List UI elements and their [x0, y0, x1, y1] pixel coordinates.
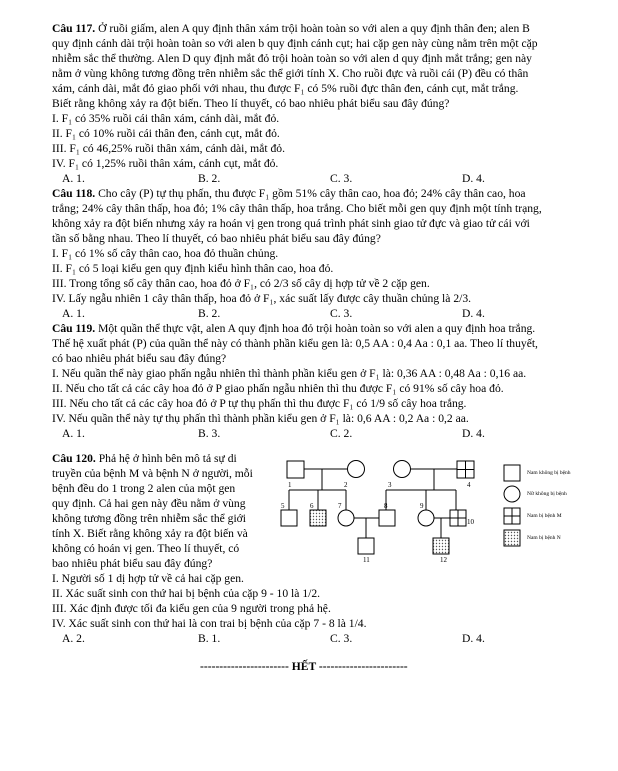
- number-1: 1: [288, 481, 292, 489]
- q120-stmt-2: II. Xác suất sinh con thứ hai bị bệnh của cặp 9 - 10 là 1/2.: [52, 587, 321, 600]
- q119-head: Câu 119.: [52, 322, 96, 335]
- individual-5-male: [281, 510, 297, 526]
- number-10: 10: [467, 518, 474, 526]
- q117-line-6: Biết rằng không xảy ra đột biến. Theo lí thuyết, có bao nhiêu phát biểu sau đây đúng?: [52, 97, 450, 110]
- number-6: 6: [310, 502, 314, 510]
- q118-head: Câu 118.: [52, 187, 96, 200]
- number-3: 3: [388, 481, 392, 489]
- legend-normal-male-symbol: [504, 465, 520, 481]
- number-4: 4: [467, 481, 471, 489]
- q118-option-c: C. 3.: [330, 307, 353, 320]
- q117-stmt-3: III. F₁ có 46,25% ruồi thân xám, cánh dài, mắt đỏ.: [52, 142, 285, 155]
- legend-disease-m-label: Nam bị bệnh M: [527, 513, 562, 519]
- number-7: 7: [338, 502, 342, 510]
- individual-4-male-disease-m: [457, 461, 474, 478]
- q118-option-a: A. 1.: [62, 307, 85, 320]
- legend-disease-n-male-symbol: [504, 530, 520, 546]
- q117-stmt-2: II. F₁ có 10% ruồi cái thân đen, cánh cụt, mắt đỏ.: [52, 127, 280, 140]
- q119-option-c: C. 2.: [330, 427, 353, 440]
- individual-11-male: [358, 538, 374, 554]
- q118-line-1: Câu 118. Cho cây (P) tự thụ phấn, thu được F₁ gồm 51% cây thân cao, hoa đỏ; 24% cây thân cao, hoa: [52, 187, 526, 200]
- q119-stmt-4: IV. Nếu quần thể này tự thụ phấn thì thành phần kiểu gen ở F₁ là: 0,6 AA : 0,2 Aa : 0,2 aa.: [52, 412, 469, 425]
- q120-stmt-3: III. Xác định được tối đa kiểu gen của 9 người trong phả hệ.: [52, 602, 331, 615]
- q120-option-a: A. 2.: [62, 632, 85, 645]
- individual-9-female: [418, 510, 434, 526]
- q120-option-b: B. 1.: [198, 632, 221, 645]
- number-2: 2: [344, 481, 348, 489]
- number-12: 12: [440, 556, 447, 562]
- q119-stmt-3: III. Nếu cho tất cả các cây hoa đỏ ở P tự thụ phấn thì thu được F₁ có 1/9 số cây hoa trắng.: [52, 397, 467, 410]
- legend-normal-female-label: Nữ không bị bệnh: [527, 491, 567, 497]
- q118-stmt-4: IV. Lấy ngẫu nhiên 1 cây thân thấp, hoa đỏ ở F₁, xác suất lấy được cây thuần chủng là 2/3.: [52, 292, 472, 305]
- q118-stmt-2: II. F₁ có 5 loại kiểu gen quy định kiểu hình thân cao, hoa đỏ.: [52, 262, 334, 275]
- pedigree-diagram: [276, 452, 496, 562]
- legend-normal-female-symbol: [504, 486, 520, 502]
- legend-disease-n-label: Nam bị bệnh N: [527, 535, 561, 541]
- q119-stmt-2: II. Nếu cho tất cả các cây hoa đỏ ở P giao phấn ngẫu nhiên thì thu được F₁ có 91% số cây hoa đỏ.: [52, 382, 504, 395]
- q120-line-5: không tương đồng trên nhiễm sắc thể giới: [52, 512, 247, 525]
- individual-10-male-disease-m: [450, 510, 466, 526]
- q118-option-d: D. 4.: [462, 307, 485, 320]
- q117-line-2: quy định cánh dài trội hoàn toàn so với alen b quy định cánh cụt; hai cặp gen này cùng nằm trên một cặp: [52, 37, 538, 50]
- q118-option-b: B. 2.: [198, 307, 221, 320]
- legend-symbols: [501, 462, 525, 552]
- number-5: 5: [281, 502, 285, 510]
- q117-head: Câu 117.: [52, 22, 96, 35]
- number-9: 9: [420, 502, 424, 510]
- q120-line-3: bệnh đều do 1 trong 2 alen của một gen: [52, 482, 236, 495]
- q119-stmt-1: I. Nếu quần thể này giao phấn ngẫu nhiên thì thành phần kiểu gen ở F₁ là: 0,36 AA : 0,48 Aa : 0,16 aa.: [52, 367, 527, 380]
- q119-line-2: Thế hệ xuất phát (P) của quần thể này có thành phần kiểu gen là: 0,5 AA : 0,4 Aa : 0,1 aa. Theo lí thuyết,: [52, 337, 538, 350]
- individual-12-male-disease-n: [433, 538, 449, 554]
- q117-option-b: B. 2.: [198, 172, 221, 185]
- q119-option-d: D. 4.: [462, 427, 485, 440]
- number-11: 11: [363, 556, 370, 562]
- q120-stmt-4: IV. Xác suất sinh con thứ hai là con trai bị bệnh của cặp 7 - 8 là 1/4.: [52, 617, 367, 630]
- end-marker: ----------------------- HẾT -----------------------: [200, 660, 408, 673]
- individual-6-male-disease-n: [310, 510, 326, 526]
- individual-7-female: [338, 510, 354, 526]
- q118-line-3: không xảy ra đột biến nhưng xảy ra hoán vị gen trong quá trình phát sinh giao tử đực và giao tử cái với: [52, 217, 530, 230]
- q120-line-1: Câu 120. Phả hệ ở hình bên mô tả sự di: [52, 452, 237, 465]
- q118-line-4: tần số bằng nhau. Theo lí thuyết, có bao nhiêu phát biểu sau đây đúng?: [52, 232, 381, 245]
- individual-8-male: [379, 510, 395, 526]
- q120-stmt-1: I. Người số 1 dị hợp tử về cả hai cặp gen.: [52, 572, 244, 585]
- number-8: 8: [384, 502, 388, 510]
- q118-stmt-1: I. F₁ có 1% số cây thân cao, hoa đỏ thuần chủng.: [52, 247, 279, 260]
- q117-option-c: C. 3.: [330, 172, 353, 185]
- q118-line-2: trắng; 24% cây thân thấp, hoa đỏ; 1% cây thân thấp, hoa trắng. Cho biết mỗi gen quy định một tính trạng,: [52, 202, 542, 215]
- q120-line-8: bao nhiêu phát biểu sau đây đúng?: [52, 557, 213, 570]
- q119-option-a: A. 1.: [62, 427, 85, 440]
- individual-2-female: [348, 461, 365, 478]
- q117-line-1: Câu 117. Ở ruồi giấm, alen A quy định thân xám trội hoàn toàn so với alen a quy định thân đen; alen B: [52, 22, 530, 35]
- q120-line-6: tính X. Biết rằng không xảy ra đột biến và: [52, 527, 248, 540]
- legend-normal-male-label: Nam không bị bệnh: [527, 470, 571, 476]
- q119-option-b: B. 3.: [198, 427, 221, 440]
- legend-disease-m-male-symbol: [504, 508, 520, 524]
- individual-3-female: [394, 461, 411, 478]
- q118-stmt-3: III. Trong tổng số cây thân cao, hoa đỏ ở F₁, có 2/3 số cây dị hợp tử về 2 cặp gen.: [52, 277, 430, 290]
- individual-1-male: [287, 461, 304, 478]
- q120-line-2: truyền của bệnh M và bệnh N ở người, mỗi: [52, 467, 253, 480]
- q120-line-4: quy định. Cả hai gen này đều nằm ở vùng: [52, 497, 246, 510]
- q119-line-3: có bao nhiêu phát biểu sau đây đúng?: [52, 352, 227, 365]
- q117-line-3: nhiễm sắc thể thường. Alen D quy định mắt đỏ trội hoàn toàn so với alen d quy định mắt trắng; gen này: [52, 52, 532, 65]
- q120-option-d: D. 4.: [462, 632, 485, 645]
- q117-line-4: nằm ở vùng không tương đồng trên nhiễm sắc thể giới tính X. Cho ruồi đực và ruồi cái (P) đều có thân: [52, 67, 529, 80]
- q117-line-5: xám, cánh dài, mắt đỏ giao phối với nhau, thu được F₁ có 5% ruồi đực thân đen, cánh cụt, mắt trắng.: [52, 82, 519, 95]
- q117-stmt-1: I. F₁ có 35% ruồi cái thân xám, cánh dài, mắt đỏ.: [52, 112, 280, 125]
- q117-option-d: D. 4.: [462, 172, 485, 185]
- q120-option-c: C. 3.: [330, 632, 353, 645]
- q120-line-7: không có hoán vị gen. Theo lí thuyết, có: [52, 542, 240, 555]
- q120-head: Câu 120.: [52, 452, 96, 465]
- q117-stmt-4: IV. F₁ có 1,25% ruồi thân xám, cánh cụt, mắt đỏ.: [52, 157, 279, 170]
- q117-option-a: A. 1.: [62, 172, 85, 185]
- q119-line-1: Câu 119. Một quần thể thực vật, alen A quy định hoa đỏ trội hoàn toàn so với alen a quy định hoa trắng.: [52, 322, 536, 335]
